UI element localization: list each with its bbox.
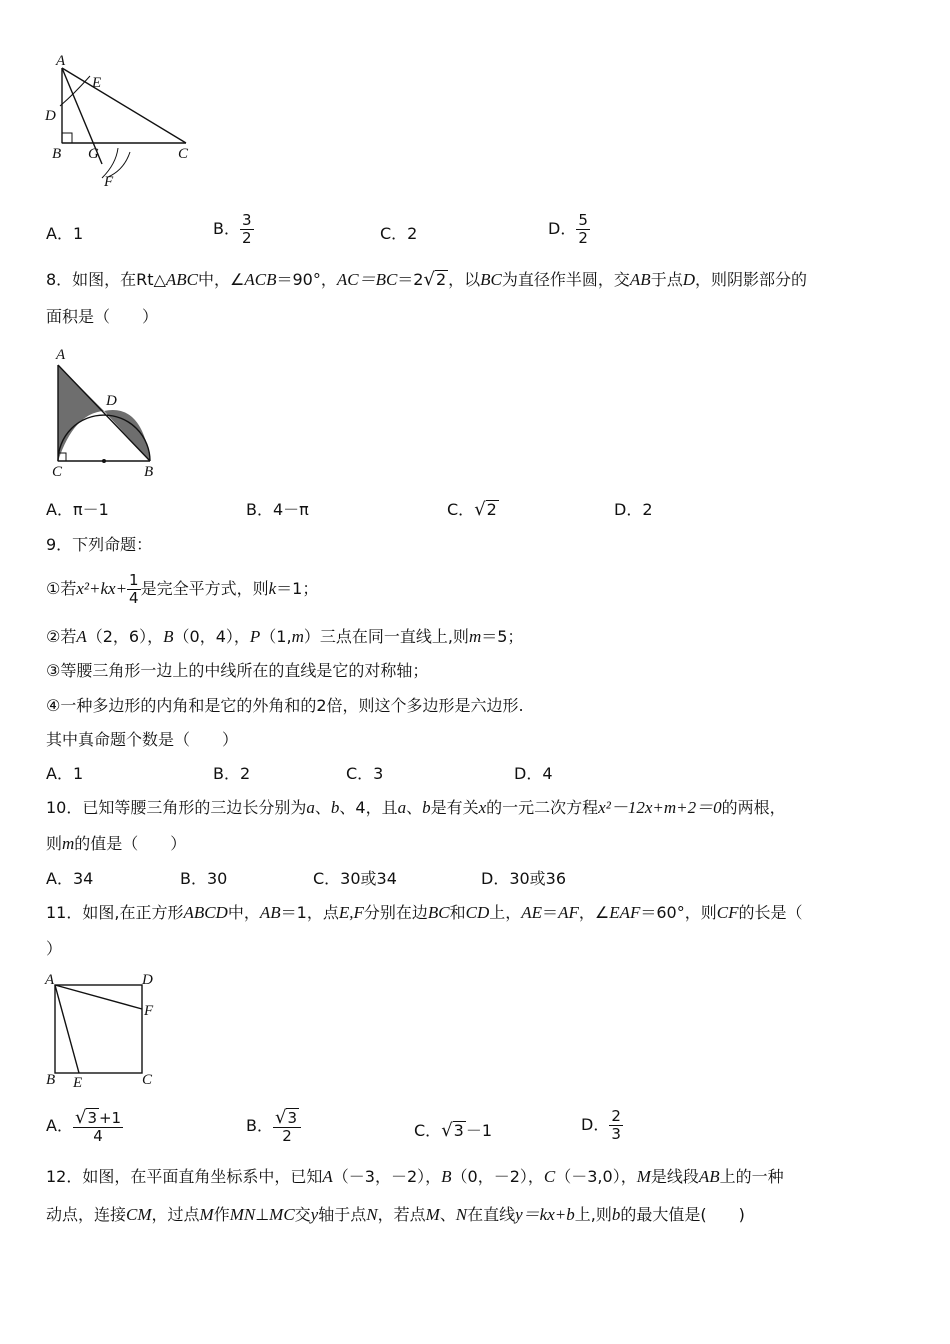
fig8-label-D: D xyxy=(106,393,117,409)
q7-option-d[interactable] xyxy=(548,212,590,247)
fig7-label-G: G xyxy=(88,146,99,162)
q11-option-a-fraction: $\frac{√3 +1}{4}$ xyxy=(74,1107,122,1145)
fig8-label-A: A xyxy=(56,347,66,363)
q11-option-b[interactable] xyxy=(246,1108,301,1145)
q9-question: 其中真命题个数是（ ） xyxy=(46,730,239,749)
fig7-label-A: A xyxy=(56,53,66,69)
fig11-label-E: E xyxy=(73,1075,83,1091)
q9-statement-3: ③等腰三角形一边上的中线所在的直线是它的对称轴； xyxy=(46,661,429,680)
q11-option-b-fraction: $\frac{√3}{2}$ xyxy=(273,1108,301,1145)
q12-stem-line2: 动点，连接CM，过点M作MN⊥MC交y轴于点N，若点M、N在直线y＝kx+b上,则b的最大值是( ) xyxy=(46,1205,745,1224)
fig7-label-B: B xyxy=(52,146,62,162)
q9-option-d[interactable]: D．4 xyxy=(514,764,553,783)
q11-option-d-label: D． xyxy=(581,1115,610,1134)
q8-figure xyxy=(44,343,164,481)
q8-stem-line1: 8．如图，在Rt△ABC中，∠ACB＝90°，AC＝BC＝2√2 ，以BC为直径作半圆，交AB于点D，则阴影部分的 xyxy=(46,269,808,290)
q8-option-c[interactable]: C．√2 xyxy=(447,499,497,520)
q11-stem-line1: 11．如图,在正方形ABCD中，AB＝1，点E,F分别在边BC和CD上，AE＝AF，∠EAF＝60°，则CF的长是（ xyxy=(46,903,803,922)
fig8-label-B: B xyxy=(144,464,154,480)
q8-option-a[interactable]: A．π－1 xyxy=(46,500,109,519)
q7-option-b-fraction: $\frac{3}{2}$ xyxy=(241,211,252,247)
fig11-label-F: F xyxy=(144,1003,154,1019)
q11-option-d[interactable] xyxy=(581,1108,623,1143)
fig7-label-C: C xyxy=(178,146,189,162)
q12-stem-line1: 12．如图，在平面直角坐标系中，已知A（－3，－2），B（0，－2），C（－3,0），M是线段AB上的一种 xyxy=(46,1167,784,1186)
q11-option-c-label: C． xyxy=(414,1121,442,1140)
q10-option-d[interactable]: D．30或36 xyxy=(481,869,567,888)
q10-stem-line1: 10．已知等腰三角形的三边长分别为a、b、4，且a、b是有关x的一元二次方程x²－12x+m+2＝0的两根， xyxy=(46,798,786,817)
q10-stem-line2: 则m的值是（ ） xyxy=(46,834,187,853)
fig11-label-B: B xyxy=(46,1072,56,1088)
q11-stem-line2: ） xyxy=(46,939,63,958)
q8-stem-line2: 面积是（ ） xyxy=(46,307,159,326)
fig11-label-A: A xyxy=(45,972,55,988)
q11-option-d-fraction: $\frac{2}{3}$ xyxy=(611,1107,621,1143)
q8-option-d[interactable]: D．2 xyxy=(614,500,653,519)
q7-option-b-label: B． xyxy=(213,219,240,238)
q11-option-c[interactable]: C．√3 －1 xyxy=(414,1120,493,1141)
q10-option-c[interactable]: C．30或34 xyxy=(313,869,397,888)
q7-option-c[interactable]: C．2 xyxy=(380,224,418,243)
q7-option-d-fraction: $\frac{5}{2}$ xyxy=(578,211,588,247)
q8-option-b[interactable]: B．4－π xyxy=(246,500,309,519)
q9-statement-1: ①若x²+kx+ $\frac{1}{4}$ 是完全平方式，则k＝1； xyxy=(46,571,319,607)
q7-option-a[interactable]: A．1 xyxy=(46,224,84,243)
q9-option-a[interactable]: A．1 xyxy=(46,764,84,783)
q10-option-a[interactable]: A．34 xyxy=(46,869,94,888)
fig7-label-E: E xyxy=(92,75,102,91)
q10-option-b[interactable]: B．30 xyxy=(180,869,228,888)
q8-option-c-label: C． xyxy=(447,500,475,519)
q7-figure xyxy=(40,52,200,192)
q9-statement-4: ④一种多边形的内角和是它的外角和的2倍，则这个多边形是六边形. xyxy=(46,696,524,715)
q9-title: 9．下列命题： xyxy=(46,535,153,554)
q11-option-a-label: A． xyxy=(46,1116,73,1135)
q9-option-b[interactable]: B．2 xyxy=(213,764,251,783)
q11-option-a[interactable] xyxy=(46,1108,123,1145)
fig7-label-F: F xyxy=(104,174,114,190)
fig7-label-D: D xyxy=(45,108,56,124)
q11-option-b-label: B． xyxy=(246,1116,273,1135)
q7-option-d-label: D． xyxy=(548,219,577,238)
fig11-label-C: C xyxy=(142,1072,153,1088)
q9-statement-2: ②若A（2，6），B（0，4），P（1,m）三点在同一直线上,则m＝5； xyxy=(46,627,524,646)
fig11-label-D: D xyxy=(142,972,153,988)
q9-option-c[interactable]: C．3 xyxy=(346,764,384,783)
q7-option-b[interactable] xyxy=(213,212,254,247)
fig8-label-C: C xyxy=(52,464,63,480)
q11-figure xyxy=(42,970,162,1092)
